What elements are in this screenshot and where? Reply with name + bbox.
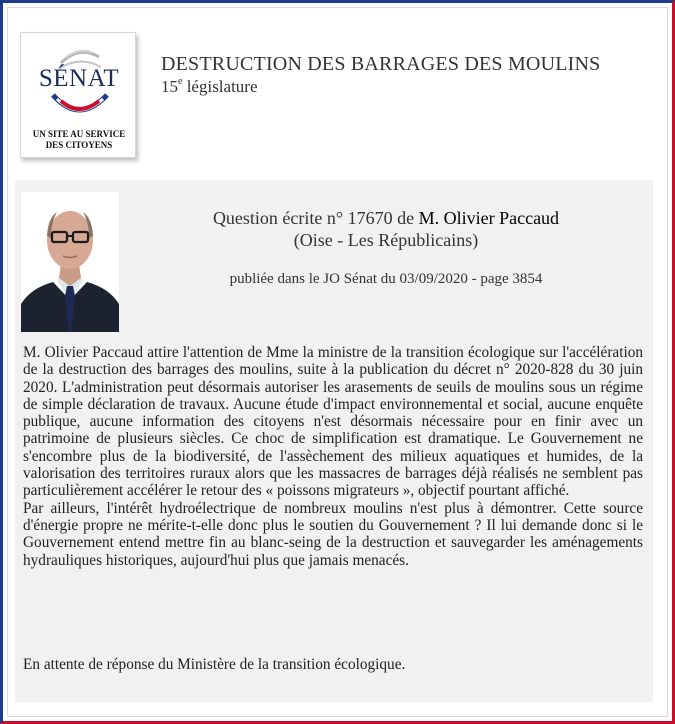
publication-info: publiée dans le JO Sénat du 03/09/2020 - page 3854 bbox=[229, 271, 543, 287]
senator-group: (Oise - Les Républicains) bbox=[293, 230, 479, 250]
logo-tagline bbox=[21, 129, 137, 151]
question-prefix: Question écrite n° 17670 de bbox=[212, 208, 415, 228]
legislature-number: 15 bbox=[161, 77, 178, 96]
question-paragraph-2: Par ailleurs, l'intérêt hydroélectrique de nombreux moulins n'est plus à démontrer. Cette source d'énergie propre ne mérite-t-elle donc plus le soutien du Gouvernement ? Il lui demande donc si le Gouvernement entend mettre fin au blanc-seing de la destruction et sauvegarder les aménagements hydrauliques historiques, aujourd'hui plus que jamais menacés. bbox=[23, 499, 643, 569]
legislature-label bbox=[161, 77, 258, 97]
senat-logo[interactable] bbox=[20, 32, 136, 158]
legislature-suffix: e bbox=[178, 76, 183, 88]
page-title: DESTRUCTION DES BARRAGES DES MOULINS bbox=[161, 53, 601, 75]
senator-photo bbox=[21, 192, 119, 332]
senator-name-link[interactable]: M. Olivier Paccaud bbox=[418, 208, 560, 228]
senator-portrait-icon bbox=[21, 192, 119, 332]
question-heading bbox=[130, 208, 642, 229]
logo-tagline-line2: DES CITOYENS bbox=[45, 140, 113, 150]
reply-status: En attente de réponse du Ministère de la transition écologique. bbox=[23, 656, 406, 673]
question-paragraph-1: M. Olivier Paccaud attire l'attention de Mme la ministre de la transition écologique sur l'accélération de la destruction des barrages des moulins, suite à la publication du décret n° 2020-828 du 30 juin 2020. L'administration peut désormais autoriser les arasements de seuils de moulins sous un régime de simple déclaration de travaux. Aucune étude d'impact environnemental et social, aucune enquête publique, aucune information des citoyens n'est désormais nécessaire pour en finir avec un patrimoine de plusieurs siècles. Ce choc de simplification est dramatique. Le Gouvernement ne s'encombre plus de la biodiversité, de l'assèchement des milieux aquatiques et humides, de la valorisation des territoires ruraux alors que les massacres de barrages déjà réalisés ne semblent pas particulièrement accélérer le retour des « poissons migrateurs », objectif pourtant affiché. bbox=[23, 344, 643, 500]
legislature-word: législature bbox=[186, 77, 258, 96]
logo-wordmark: SÉNAT bbox=[38, 65, 120, 92]
logo-tagline-line1: UN SITE AU SERVICE bbox=[32, 129, 126, 139]
question-body bbox=[23, 344, 643, 569]
